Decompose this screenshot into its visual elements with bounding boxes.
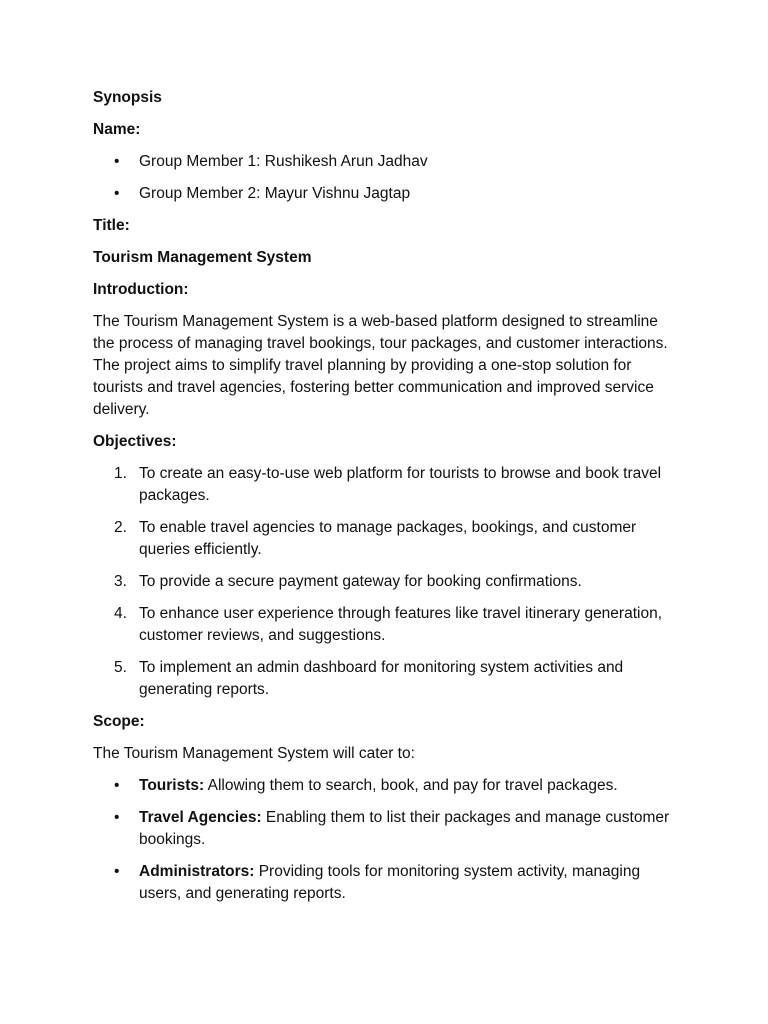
bullet-icon: • — [114, 777, 120, 794]
objectives-list — [93, 463, 683, 701]
objective-text: To enable travel agencies to manage packages, bookings, and customer queries efficiently. — [139, 519, 637, 558]
list-item — [93, 807, 683, 851]
synopsis-heading: Synopsis — [93, 89, 162, 106]
introduction-paragraph: The Tourism Management System is a web-based platform designed to streamline the process of managing travel bookings, tour packages, and customer interactions. The project aims to simplify travel planning by providing a one-stop solution for tourists and travel agencies, fostering better communication and improved service delivery. — [93, 313, 668, 418]
introduction-heading: Introduction: — [93, 281, 189, 298]
bullet-icon: • — [114, 809, 120, 826]
objective-text: To provide a secure payment gateway for booking confirmations. — [139, 573, 582, 590]
scope-term: Tourists: — [139, 777, 205, 794]
scope-list — [93, 775, 683, 905]
list-item — [93, 603, 683, 647]
scope-heading: Scope: — [93, 713, 145, 730]
scope-text: Allowing them to search, book, and pay for travel packages. — [204, 777, 618, 794]
name-heading: Name: — [93, 121, 141, 138]
list-number: 5. — [114, 659, 127, 676]
scope-term: Travel Agencies: — [139, 809, 262, 826]
members-list — [93, 151, 683, 205]
list-number: 3. — [114, 573, 127, 590]
objective-text: To enhance user experience through features like travel itinerary generation, customer reviews, and suggestions. — [139, 605, 663, 644]
document-content — [93, 87, 683, 915]
list-number: 2. — [114, 519, 127, 536]
list-item — [93, 517, 683, 561]
list-item — [93, 861, 683, 905]
scope-text: Enabling them to list their packages and manage customer bookings. — [139, 809, 670, 848]
list-item — [93, 571, 683, 593]
list-item — [93, 463, 683, 507]
list-item — [93, 151, 683, 173]
project-title: Tourism Management System — [93, 249, 312, 266]
objective-text: To implement an admin dashboard for monitoring system activities and generating reports. — [139, 659, 624, 698]
bullet-icon: • — [114, 185, 120, 202]
member-text: Group Member 2: Mayur Vishnu Jagtap — [139, 185, 411, 202]
title-heading: Title: — [93, 217, 130, 234]
objective-text: To create an easy-to-use web platform for tourists to browse and book travel packages. — [139, 465, 662, 504]
bullet-icon: • — [114, 863, 120, 880]
bullet-icon: • — [114, 153, 120, 170]
scope-intro: The Tourism Management System will cater to: — [93, 745, 415, 762]
list-item — [93, 775, 683, 797]
list-number: 4. — [114, 605, 127, 622]
scope-text: Providing tools for monitoring system activity, managing users, and generating reports. — [139, 863, 641, 902]
scope-term: Administrators: — [139, 863, 255, 880]
list-number: 1. — [114, 465, 127, 482]
objectives-heading: Objectives: — [93, 433, 177, 450]
member-text: Group Member 1: Rushikesh Arun Jadhav — [139, 153, 428, 170]
list-item — [93, 657, 683, 701]
list-item — [93, 183, 683, 205]
